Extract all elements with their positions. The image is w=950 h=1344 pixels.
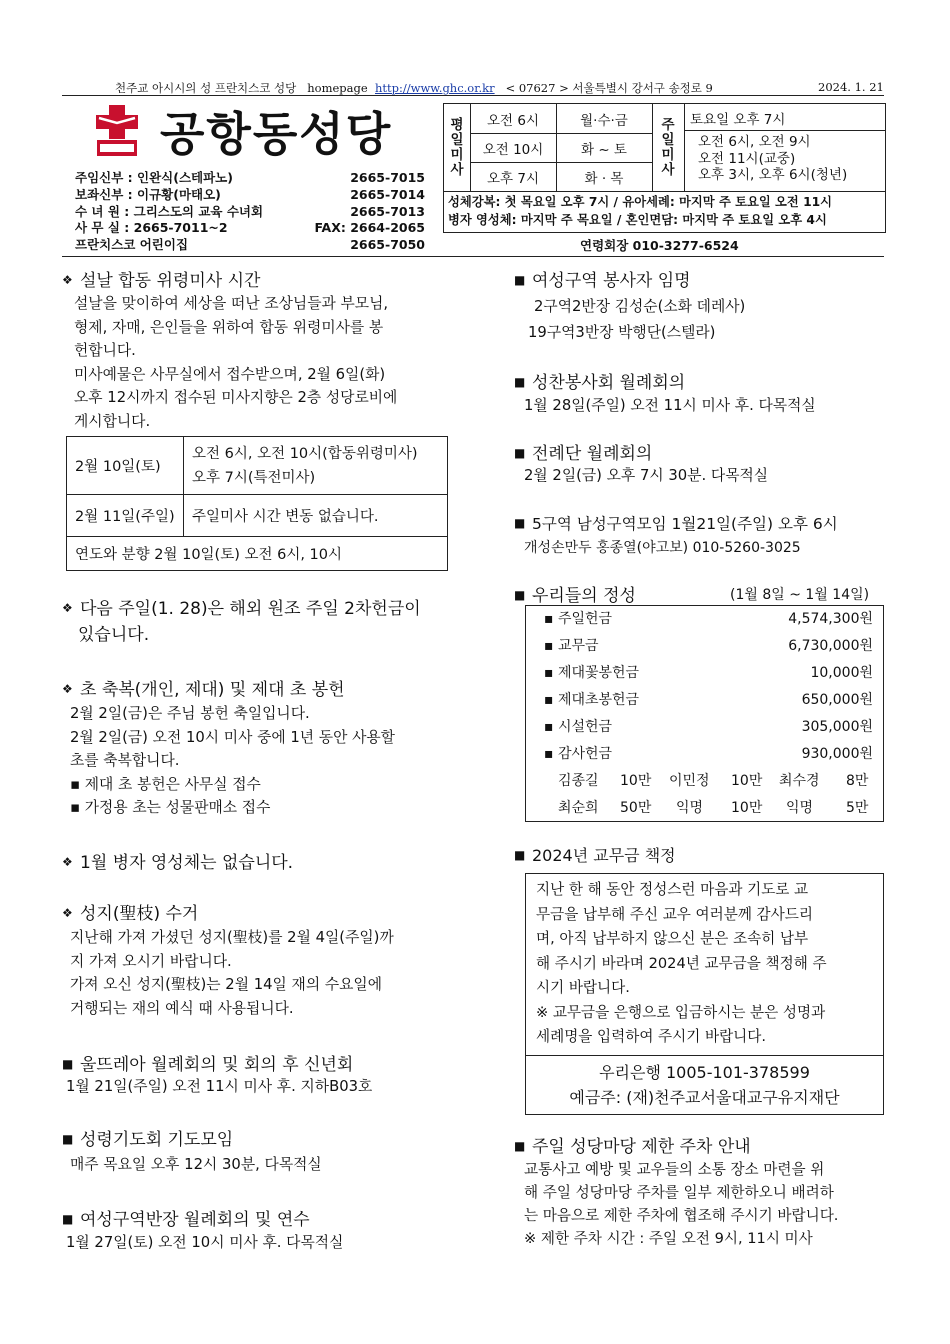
parish-name: 천주교 아시시의 성 프란치스코 성당 xyxy=(115,81,297,95)
offering-row: ▪ 주일헌금 4,574,300원 xyxy=(544,611,873,627)
header-divider xyxy=(62,95,884,96)
square-bullet-icon: ■ xyxy=(514,848,526,862)
staff-list xyxy=(75,170,425,254)
address: < 07627 > 서울특별시 강서구 송정로 9 xyxy=(505,81,713,95)
sunday-times: 오전 6시, 오전 9시 오전 11시(교중) 오후 3시, 오후 6시(청년) xyxy=(698,134,848,183)
square-bullet-icon: ■ xyxy=(62,1057,74,1071)
square-bullet-icon: ■ xyxy=(514,516,526,530)
diamond-bullet-icon: ❖ xyxy=(62,682,73,696)
section-body: 개성손만두 홍종열(야고보) 010-5260-3025 xyxy=(524,540,801,556)
staff-row: 수 녀 원 : 그리스도의 교육 수녀회 2665-7013 xyxy=(75,203,425,219)
dues-notice-box xyxy=(525,873,884,1115)
section-title: ❖ 성지(聖枝) 수거 xyxy=(62,904,199,924)
offering-row: ▪ 교무금 6,730,000원 xyxy=(544,638,873,654)
weekday-days: 화 · 목 xyxy=(584,170,624,187)
diamond-bullet-icon: ❖ xyxy=(62,855,73,869)
offering-row: ▪ 감사헌금 930,000원 xyxy=(544,746,873,762)
diamond-bullet-icon: ❖ xyxy=(62,906,73,920)
section-title: ■ 울뜨레아 월례회의 및 회의 후 신년회 xyxy=(62,1055,354,1075)
donor-row: 김종길 10만 이민정 10만 최수경 8만 xyxy=(558,773,869,789)
section-body: 1월 21일(주일) 오전 11시 미사 후. 지하B03호 xyxy=(66,1078,373,1095)
section-title: ■ 여성구역 봉사자 임명 xyxy=(514,271,691,291)
weekday-time: 오후 7시 xyxy=(486,170,539,187)
square-bullet-icon: ■ xyxy=(514,375,526,389)
offering-row: ▪ 시설헌금 305,000원 xyxy=(544,719,873,735)
weekday-time: 오전 6시 xyxy=(486,112,539,129)
section-title: ■ 성령기도회 기도모임 xyxy=(62,1130,234,1150)
diamond-bullet-icon: ❖ xyxy=(62,273,73,287)
square-bullet-icon: ■ xyxy=(62,1212,74,1226)
homepage-link[interactable]: http://www.ghc.or.kr xyxy=(374,81,495,95)
square-bullet-icon: ■ xyxy=(514,1139,526,1153)
staff-row: 보좌신부 : 이규황(마태오) 2665-7014 xyxy=(75,186,425,202)
square-bullet-icon: ■ xyxy=(62,1132,74,1146)
section-title: ■ 전례단 월례회의 xyxy=(514,444,653,464)
offering-row: ▪ 제대꽃봉헌금 10,000원 xyxy=(544,665,873,681)
sunday-mass-label: 주 일 미 사 xyxy=(661,116,675,178)
parish-logo-icon xyxy=(95,104,139,158)
section-body: 2월 2일(금) 오후 7시 30분. 다목적실 xyxy=(524,467,769,484)
weekday-days: 화 ~ 토 xyxy=(581,141,627,158)
donor-row: 최순희 50만 익명 10만 익명 5만 xyxy=(558,800,869,816)
square-bullet-icon: ■ xyxy=(514,588,526,602)
weekday-mass-label: 평 일 미 사 xyxy=(450,116,464,178)
staff-row: 주임신부 : 인완식(스테파노) 2665-7015 xyxy=(75,170,425,185)
section-title: ■ 여성구역반장 월례회의 및 연수 xyxy=(62,1210,310,1230)
section-title: ■ 우리들의 정성 xyxy=(514,586,636,606)
section-title: ❖ 다음 주일(1. 28)은 해외 원조 주일 2차헌금이 있습니다. xyxy=(62,595,421,648)
dues-notice-text: 지난 한 해 동안 정성스런 마음과 기도로 교 무금을 납부해 주신 교우 여러분께 감사드리 며, 아직 납부하지 않으신 분은 조속히 납부 해 주시기 바라며 2024년 교무금을 책정해 주 시기 바랍니다. ※ 교무금을 은행으로 입금하시는 분은 성명과 세례명을 입력하여 주시기 바랍니다. xyxy=(536,881,827,1045)
mass-info: 성체강복: 첫 목요일 오후 7시 / 유아세례: 마지막 주 토요일 오전 11시 병자 영성체: 마지막 주 목요일 / 혼인면담: 마지막 주 토요일 오후 4시 xyxy=(448,195,833,227)
issue-date: 2024. 1. 21 xyxy=(818,80,884,94)
section-title: ❖ 초 축복(개인, 제대) 및 제대 초 봉헌 xyxy=(62,680,345,700)
staff-row: 프란치스코 어린이집 2665-7050 xyxy=(75,237,425,253)
offering-row: ▪ 제대초봉헌금 650,000원 xyxy=(544,692,873,708)
staff-row: 사 무 실 : 2665-7011~2 FAX: 2664-2065 xyxy=(75,220,425,236)
sunday-vigil: 토요일 오후 7시 xyxy=(690,112,786,128)
header-line xyxy=(115,80,713,96)
section-divider xyxy=(62,256,884,257)
diamond-bullet-icon: ❖ xyxy=(62,601,73,615)
section-title: ■ 2024년 교무금 책정 xyxy=(514,846,676,865)
funeral-contact: 연령회장 010-3277-6524 xyxy=(580,238,739,253)
section-title: ■ 성찬봉사회 월례회의 xyxy=(514,373,686,393)
section-title: ■ 주일 성당마당 제한 주차 안내 xyxy=(514,1137,751,1157)
section-body: 2구역2반장 김성순(소화 데레사) 19구역3반장 박행단(스텔라) xyxy=(528,298,746,341)
memorial-mass-table: 2월 10일(토) 오전 6시, 오전 10시(합동위령미사) 오후 7시(특전미사) 2월 11일(주일) 주일미사 시간 변동 없습니다. 연도와 분향 2월 10일(토) 오전 6시, 10시 xyxy=(66,436,448,571)
section-title: ❖ 1월 병자 영성체는 없습니다. xyxy=(62,853,294,873)
offering-period: (1월 8일 ~ 1월 14일) xyxy=(730,587,870,603)
square-bullet-icon: ■ xyxy=(514,273,526,287)
mass-schedule xyxy=(443,103,886,233)
square-bullet-icon: ■ xyxy=(514,446,526,460)
offering-table xyxy=(525,605,884,822)
section-body: 지난해 가져 가셨던 성지(聖枝)를 2월 4일(주일)까 지 가져 오시기 바랍니다. 가져 오신 성지(聖枝)는 2월 14일 재의 수요일에 거행되는 재의 예식 때 사용됩니다. xyxy=(70,929,394,1017)
section-body: 설날을 맞이하여 세상을 떠난 조상님들과 부모님, 형제, 자매, 은인들을 위하여 합동 위령미사를 봉 헌합니다. 미사예물은 사무실에서 접수받으며, 2월 6일(화) 오후 12시까지 접수된 미사지향은 2층 성당로비에 게시합니다. xyxy=(74,295,398,430)
weekday-days: 월·수·금 xyxy=(580,112,628,129)
section-body: 2월 2일(금)은 주님 봉헌 축일입니다. 2월 2일(금) 오전 10시 미사 중에 1년 동안 사용할 초를 축복합니다. ▪ 제대 초 봉헌은 사무실 접수 ▪ 가정용 초는 성물판매소 접수 xyxy=(70,705,395,816)
section-body: 1월 27일(토) 오전 10시 미사 후. 다목적실 xyxy=(66,1234,344,1251)
bank-account: 우리은행 1005-101-378599 예금주: (재)천주교서울대교구유지재단 xyxy=(569,1063,840,1107)
section-title: ❖ 설날 합동 위령미사 시간 xyxy=(62,271,261,291)
section-body: 교통사고 예방 및 교우들의 소통 장소 마련을 위 해 주일 성당마당 주차를 일부 제한하오니 배려하 는 마음으로 제한 주차에 협조해 주시기 바랍니다. ※ 제한 주차 시간 : 주일 오전 9시, 11시 미사 xyxy=(524,1161,839,1247)
weekday-time: 오전 10시 xyxy=(482,141,544,158)
homepage-label: homepage xyxy=(307,81,368,95)
section-title: ■ 5구역 남성구역모임 1월21일(주일) 오후 6시 xyxy=(514,515,838,533)
page-title: 공항동성당 xyxy=(160,107,393,161)
section-body: 매주 목요일 오후 12시 30분, 다목적실 xyxy=(70,1156,322,1173)
section-body: 1월 28일(주일) 오전 11시 미사 후. 다목적실 xyxy=(524,397,816,414)
